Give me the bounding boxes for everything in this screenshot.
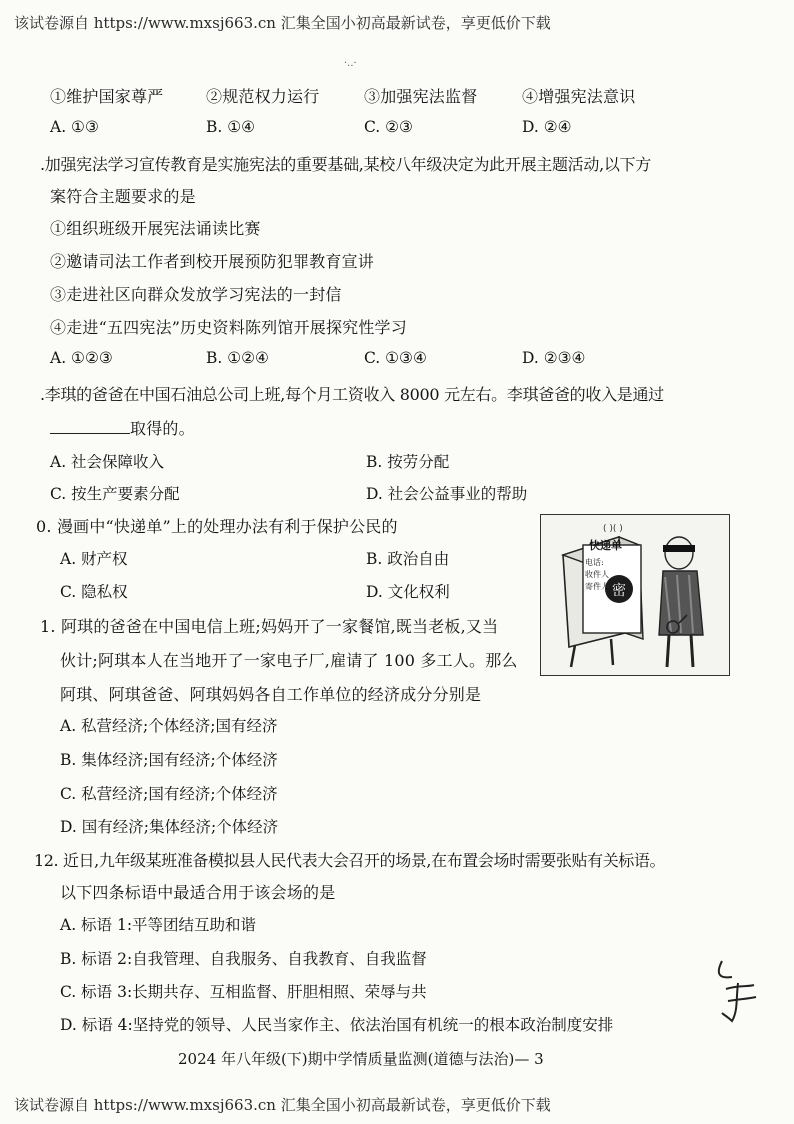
q9-stem-line1: .李琪的爸爸在中国石油总公司上班,每个月工资收入 8000 元左右。李琪爸爸的收入是通过 [40, 385, 664, 404]
prev-item-4: ④增强宪法意识 [522, 87, 636, 106]
prev-option-c: C. ②③ [364, 118, 413, 136]
q12-option-d: D. 标语 4:坚持党的领导、人民当家作主、依法治国有机统一的根本政治制度安排 [60, 1016, 614, 1034]
q8-item-4: ④走进“五四宪法”历史资料陈列馆开展探究性学习 [50, 318, 407, 337]
q8-option-d: D. ②③④ [522, 349, 586, 367]
q12-stem-line1: 12. 近日,九年级某班准备模拟县人民代表大会召开的场景,在布置会场时需要张贴有关标语。 [34, 851, 666, 870]
prev-option-d: D. ②④ [522, 118, 572, 136]
q10-option-c: C. 隐私权 [60, 583, 128, 601]
q12-option-a: A. 标语 1:平等团结互助和谐 [60, 916, 257, 934]
scan-dot: ·..· [344, 58, 357, 69]
express-slip-cartoon [540, 514, 730, 676]
q8-item-2: ②邀请司法工作者到校开展预防犯罪教育宣讲 [50, 252, 375, 271]
q9-option-b: B. 按劳分配 [366, 453, 450, 471]
q9-stem-suffix: 取得的。 [130, 419, 195, 438]
svg-text:( )( ): ( )( ) [603, 524, 623, 534]
page-footer: 2024 年八年级(下)期中学情质量监测(道德与法治)— 3 [178, 1050, 544, 1068]
q9-option-c: C. 按生产要素分配 [50, 485, 180, 503]
q8-stem-line1: .加强宪法学习宣传教育是实施宪法的重要基础,某校八年级决定为此开展主题活动,以下方 [40, 155, 651, 174]
watermark-top: 该试卷源自 https://www.mxsj663.cn 汇集全国小初高最新试卷，享更低价下载 [14, 14, 551, 32]
q10-option-a: A. 财产权 [60, 550, 128, 568]
cartoon-drawing [541, 515, 729, 675]
q8-item-1: ①组织班级开展宪法诵读比赛 [50, 219, 261, 238]
q11-stem-line3: 阿琪、阿琪爸爸、阿琪妈妈各自工作单位的经济成分分别是 [60, 685, 482, 704]
slip-phone: 电话: [585, 558, 604, 567]
q11-option-d: D. 国有经济;集体经济;个体经济 [60, 818, 279, 836]
answer-blank [50, 419, 130, 434]
prev-item-3: ③加强宪法监督 [364, 87, 478, 106]
handwritten-mark [708, 955, 768, 1025]
prev-item-1: ①维护国家尊严 [50, 87, 164, 106]
prev-option-b: B. ①④ [206, 118, 256, 136]
q10-stem: 0. 漫画中“快递单”上的处理办法有利于保护公民的 [36, 517, 398, 536]
q9-option-d: D. 社会公益事业的帮助 [366, 485, 528, 503]
q10-option-d: D. 文化权利 [366, 583, 450, 601]
q11-option-c: C. 私营经济;国有经济;个体经济 [60, 785, 278, 803]
q12-option-b: B. 标语 2:自我管理、自我服务、自我教育、自我监督 [60, 950, 427, 968]
q11-stem-line2: 伙计;阿琪本人在当地开了一家电子厂,雇请了 100 多工人。那么 [60, 651, 518, 670]
prev-item-2: ②规范权力运行 [206, 87, 320, 106]
slip-recipient: 收件人 [585, 570, 609, 579]
slip-title: 快递单 [589, 539, 622, 552]
q9-stem-line2 [50, 416, 195, 439]
prev-option-a: A. ①③ [50, 118, 99, 136]
svg-text:密: 密 [612, 583, 626, 599]
q12-option-c: C. 标语 3:长期共存、互相监督、肝胆相照、荣辱与共 [60, 983, 427, 1001]
q12-stem-line2: 以下四条标语中最适合用于该会场的是 [60, 883, 336, 902]
q8-option-b: B. ①②④ [206, 349, 269, 367]
q8-item-3: ③走进社区向群众发放学习宪法的一封信 [50, 285, 342, 304]
q8-stem-line2: 案符合主题要求的是 [50, 187, 196, 206]
q8-option-a: A. ①②③ [50, 349, 113, 367]
watermark-bottom: 该试卷源自 https://www.mxsj663.cn 汇集全国小初高最新试卷，享更低价下载 [14, 1096, 551, 1114]
q10-option-b: B. 政治自由 [366, 550, 450, 568]
slip-sender: 寄件人: [585, 582, 612, 591]
q11-option-a: A. 私营经济;个体经济;国有经济 [60, 717, 278, 735]
q11-stem-line1: 1. 阿琪的爸爸在中国电信上班;妈妈开了一家餐馆,既当老板,又当 [40, 617, 499, 636]
q9-option-a: A. 社会保障收入 [50, 453, 165, 471]
q11-option-b: B. 集体经济;国有经济;个体经济 [60, 751, 278, 769]
q8-option-c: C. ①③④ [364, 349, 427, 367]
